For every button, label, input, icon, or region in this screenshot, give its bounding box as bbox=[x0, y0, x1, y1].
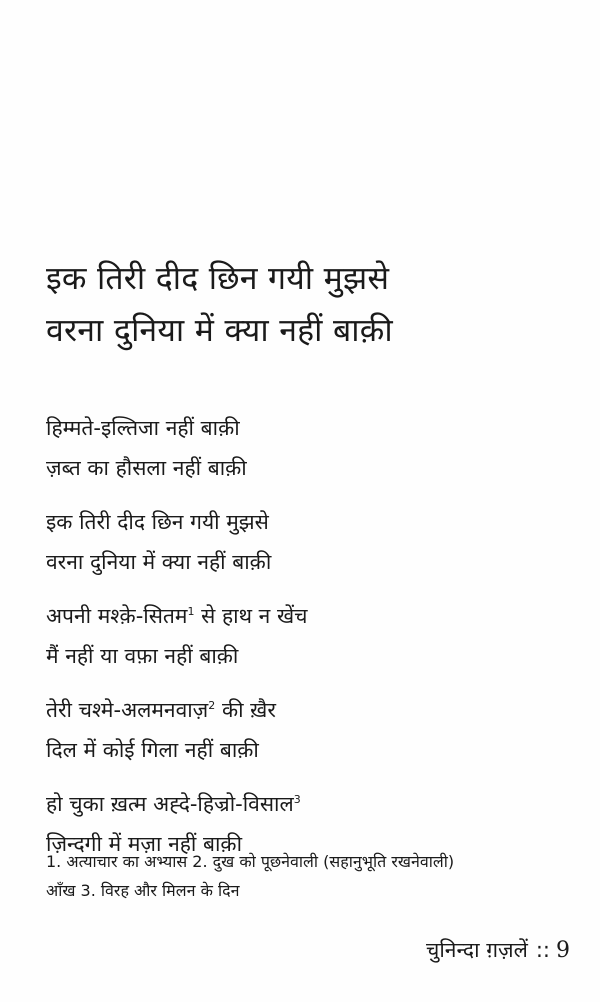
sher-3-line-1-text-a: अपनी मश्क़े-सितम bbox=[46, 604, 188, 628]
featured-couplet-line-2: वरना दुनिया में क्या नहीं बाक़ी bbox=[46, 311, 393, 349]
footnotes-line-2: आँख 3. विरह और मिलन के दिन bbox=[46, 881, 240, 900]
book-title: चुनिन्दा ग़ज़लें bbox=[426, 938, 528, 962]
footnotes bbox=[46, 847, 586, 905]
sher-4-line-1 bbox=[46, 690, 566, 730]
ghazal-body bbox=[46, 408, 566, 878]
sher-2-line-1: इक तिरी दीद छिन गयी मुझसे bbox=[46, 510, 269, 534]
sher-4-line-1-text-a: तेरी चश्मे-अलमनवाज़ bbox=[46, 698, 209, 722]
footnote-marker-1: 1 bbox=[187, 605, 195, 618]
sher-1 bbox=[46, 408, 566, 488]
sher-5-line-1-text-a: हो चुका ख़त्म अह्दे-हिज्रो-विसाल bbox=[46, 792, 294, 816]
footnotes-line-1: 1. अत्याचार का अभ्यास 2. दुख को पूछनेवाली (सहानुभूति रखनेवाली) bbox=[46, 852, 455, 871]
sher-1-line-2: ज़ब्त का हौसला नहीं बाक़ी bbox=[46, 456, 247, 480]
sher-5-line-1 bbox=[46, 784, 566, 824]
footnote-marker-3: 3 bbox=[293, 793, 301, 806]
sher-3-line-1 bbox=[46, 596, 566, 636]
sher-1-line-1: हिम्मते-इल्तिजा नहीं बाक़ी bbox=[46, 416, 240, 440]
page-footer bbox=[426, 935, 570, 966]
sher-3 bbox=[46, 596, 566, 676]
sher-3-line-2: मैं नहीं या वफ़ा नहीं बाक़ी bbox=[46, 644, 239, 668]
sher-4-line-1-text-b: की ख़ैर bbox=[215, 698, 276, 722]
footer-separator: :: bbox=[535, 938, 550, 962]
featured-couplet bbox=[46, 252, 566, 356]
sher-5-line-2: ज़िन्दगी में मज़ा नहीं बाक़ी bbox=[46, 832, 243, 856]
sher-2-line-2: वरना दुनिया में क्या नहीं बाक़ी bbox=[46, 550, 272, 574]
page-number: 9 bbox=[556, 938, 570, 963]
featured-couplet-line-1: इक तिरी दीद छिन गयी मुझसे bbox=[46, 259, 390, 297]
sher-2 bbox=[46, 502, 566, 582]
sher-4-line-2: दिल में कोई गिला नहीं बाक़ी bbox=[46, 738, 259, 762]
sher-3-line-1-text-b: से हाथ न खेंच bbox=[194, 604, 308, 628]
footnote-marker-2: 2 bbox=[208, 699, 216, 712]
sher-4 bbox=[46, 690, 566, 770]
